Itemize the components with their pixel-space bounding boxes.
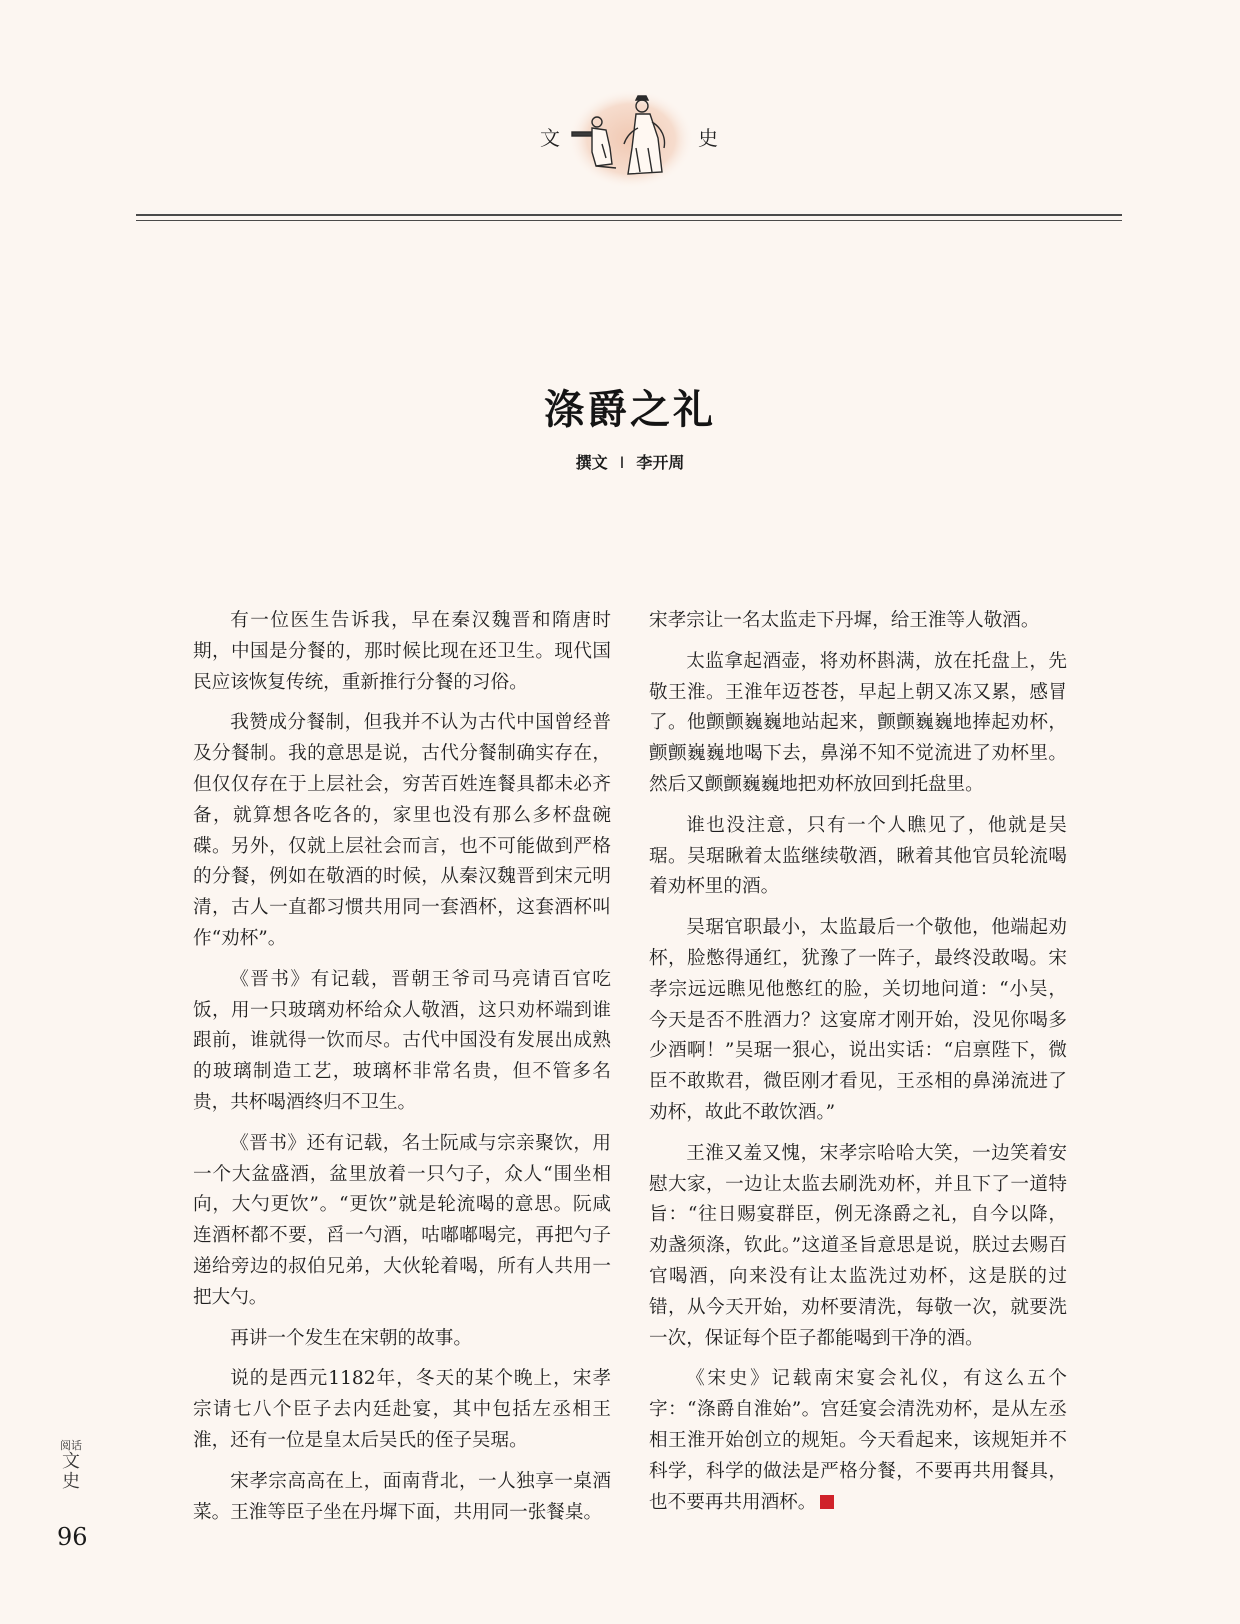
section-label-right: 史 [698,126,718,150]
final-paragraph-text: 《宋史》记载南宋宴会礼仪，有这么五个字：“涤爵自淮始”。宫廷宴会清洗劝杯，是从左丞相王淮开始创立的规矩。今天看起来，该规矩并不科学，科学的做法是严格分餐，不要再共用餐具，也不要再共用酒杯。 [649,1368,1067,1513]
byline-separator: I [619,453,625,472]
paragraph-continuation: 宋孝宗让一名太监走下丹墀，给王淮等人敬酒。 [649,610,1040,631]
paragraph: 谁也没注意，只有一个人瞧见了，他就是吴琚。吴琚瞅着太监继续敬酒，瞅着其他官员轮流喝着劝杯里的酒。 [649,814,1067,898]
figures-illustration-icon [566,88,696,190]
paragraph: 王淮又羞又愧，宋孝宗哈哈大笑，一边笑着安慰大家，一边让太监去刷洗劝杯，并且下了一道特旨：“往日赐宴群臣，例无涤爵之礼，自今以降，劝盏须涤，钦此。”这道圣旨意思是说，朕过去赐百官喝酒，向来没有让太监洗过劝杯，这是朕的过错，从今天开始，劝杯要清洗，每敬一次，就要洗一次，保证每个臣子都能喝到干净的酒。 [649,1142,1067,1349]
paragraph: 说的是西元1182年，冬天的某个晚上，宋孝宗请七八个臣子去内廷赴宴，其中包括左丞相王淮，还有一位是皇太后吴氏的侄子吴琚。 [193,1368,611,1451]
article-column-right [649,606,1067,1528]
page-number: 96 [57,1523,88,1551]
byline [0,450,1240,473]
end-of-article-mark [820,1495,834,1509]
paragraph: 《晋书》还有记载，名士阮咸与宗亲聚饮，用一个大盆盛酒，盆里放着一只勺子，众人“围坐相向，大勺更饮”。“更饮”就是轮流喝的意思。阮咸连酒杯都不要，舀一勺酒，咕嘟嘟喝完，再把勺子递给旁边的叔伯兄弟，大伙轮着喝，所有人共用一把大勺。 [193,1132,611,1308]
author-name: 李开周 [636,453,685,472]
paragraph: 吴琚官职最小，太监最后一个敬他，他端起劝杯，脸憋得通红，犹豫了一阵子，最终没敢喝。宋孝宗远远瞧见他憋红的脸，关切地问道：“小吴，今天是否不胜酒力？这宴席才刚开始，没见你喝多少酒啊！”吴琚一狠心，说出实话：“启禀陛下，微臣不敢欺君，微臣刚才看见，王丞相的鼻涕流进了劝杯，故此不敢饮酒。” [649,917,1067,1123]
section-label-left: 文 [540,126,560,150]
byline-label: 撰文 [575,453,608,472]
magazine-name: 阅话 [60,1439,82,1452]
article-column-left [193,606,611,1538]
paragraph-final [649,1364,1067,1518]
header-rule-thin [136,220,1122,221]
paragraph: 再讲一个发生在宋朝的故事。 [230,1327,472,1349]
paragraph: 有一位医生告诉我，早在秦汉魏晋和隋唐时期，中国是分餐的，那时候比现在还卫生。现代国民应该恢复传统，重新推行分餐的习俗。 [193,610,611,693]
article-title: 涤爵之礼 [544,386,716,433]
paragraph: 太监拿起酒壶，将劝杯斟满，放在托盘上，先敬王淮。王淮年迈苍苍，早起上朝又冻又累，感冒了。他颤颤巍巍地站起来，颤颤巍巍地捧起劝杯，颤颤巍巍地喝下去，鼻涕不知不觉流进了劝杯里。然后又颤颤巍巍地把劝杯放回到托盘里。 [649,650,1067,795]
magazine-section-label [58,1440,84,1492]
header-rule-thick [136,214,1122,216]
paragraph: 我赞成分餐制，但我并不认为古代中国曾经普及分餐制。我的意思是说，古代分餐制确实存在，但仅仅存在于上层社会，穷苦百姓连餐具都未必齐备，就算想各吃各的，家里也没有那么多杯盘碗碟。另外，仅就上层社会而言，也不可能做到严格的分餐，例如在敬酒的时候，从秦汉魏晋到宋元明清，古人一直都习惯共用同一套酒杯，这套酒杯叫作“劝杯”。 [193,712,611,949]
paragraph: 宋孝宗高高在上，面南背北，一人独享一桌酒菜。王淮等臣子坐在丹墀下面，共用同一张餐桌。 [193,1470,611,1523]
paragraph: 《晋书》有记载，晋朝王爷司马亮请百官吃饭，用一只玻璃劝杯给众人敬酒，这只劝杯端到谁跟前，谁就得一饮而尽。古代中国没有发展出成熟的玻璃制造工艺，玻璃杯非常名贵，但不管多名贵，共杯喝酒终归不卫生。 [193,968,611,1113]
section-name: 文史 [62,1451,80,1492]
